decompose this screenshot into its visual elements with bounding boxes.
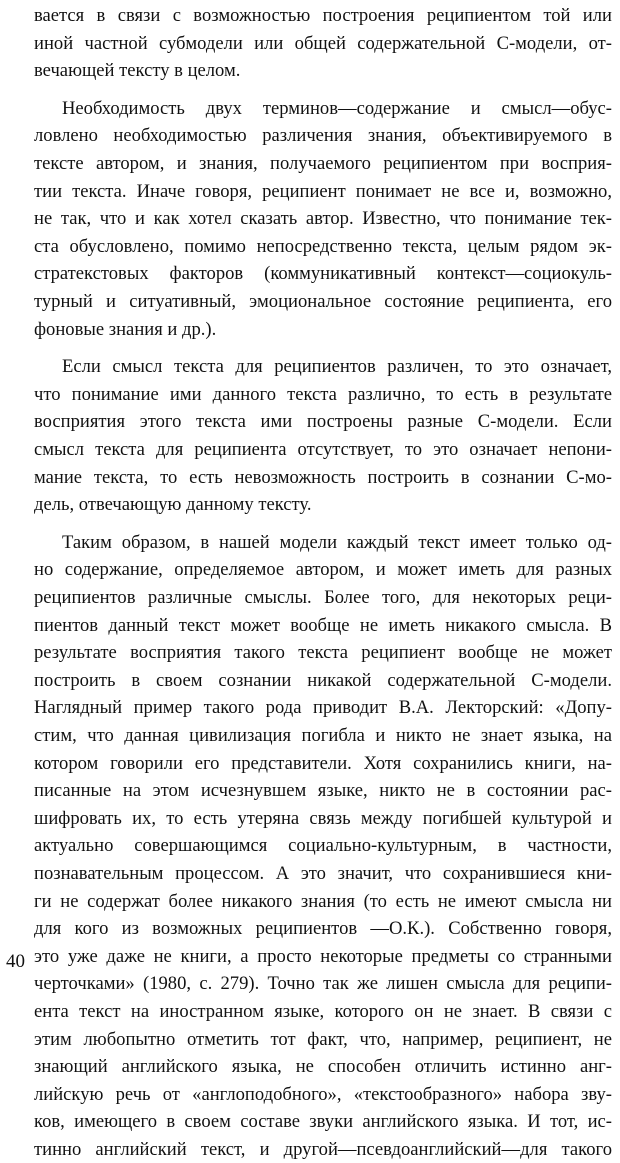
text-line: познавательным процессом. А это значит, что сохранившиеся кни- xyxy=(34,863,612,884)
text-line: для кого из возможных реципиентов —О.К.). Собственно говоря, xyxy=(34,918,612,940)
text-line: мание текста, то есть невозможность построить в сознании С-мо- xyxy=(34,466,612,488)
text-line: но содержание, определяемое автором, и может иметь для разных xyxy=(34,559,612,581)
text-line: смысл текста для реципиента отсутствует, то это означает непони- xyxy=(34,439,612,460)
text-line: актуально совершающимся социально-культурным, в частности, xyxy=(34,835,612,857)
text-line: тинно английский текст, и другой—псевдоанглийский—для такого xyxy=(34,1139,612,1160)
text-line: стим, что данная цивилизация погибла и никто не знает языка, на xyxy=(34,725,612,746)
text-line: вечающей тексту в целом. xyxy=(34,60,241,82)
text-line: Необходимость двух терминов—содержание и смысл—обус- xyxy=(62,97,612,119)
text-line: ков, имеющего в своем составе звуки английского языка. И тот, ис- xyxy=(34,1111,612,1133)
text-line: ента текст на иностранном языке, которого он не знает. В связи с xyxy=(34,1001,612,1022)
text-line: знающий английского языка, не способен отличить истинно анг- xyxy=(34,1056,612,1078)
page-number: 40 xyxy=(6,951,25,972)
text-line: результате восприятия такого текста реципиент вообще не может xyxy=(34,642,612,664)
text-line: котором говорили его представители. Хотя сохранились книги, на- xyxy=(34,752,612,774)
text-line: вается в связи с возможностью построения реципиентом той или xyxy=(34,5,612,26)
text-line: турный и ситуативный, эмоциональное состояние реципиента, его xyxy=(34,291,612,312)
text-line: тии текста. Иначе говоря, реципиент понимает не все и, возможно, xyxy=(34,180,612,202)
text-line: восприятия этого текста ими построены разные С-модели. Если xyxy=(34,411,612,433)
text-line: ги не содержат более никакого знания (то есть не имеют смысла ни xyxy=(34,890,612,912)
text-line: это уже даже не книги, а просто некоторые предметы со странными xyxy=(34,945,612,967)
text-line: не так, что и как хотел сказать автор. Известно, что понимание тек- xyxy=(34,208,612,230)
text-line: дель, отвечающую данному тексту. xyxy=(34,494,312,516)
text-line: писанные на этом исчезнувшем языке, никто не в состоянии рас- xyxy=(34,780,612,802)
text-line: реципиентов различные смыслы. Более того, для некоторых реци- xyxy=(34,587,612,608)
text-line: тексте автором, и знания, получаемого реципиентом при восприя- xyxy=(34,153,612,174)
text-line: стратекстовых факторов (коммуникативный контекст—социокуль- xyxy=(34,263,612,285)
text-line: Если смысл текста для реципиентов различен, то это означает, xyxy=(62,356,612,378)
text-line: лийскую речь от «англоподобного», «текстообразного» набора зву- xyxy=(34,1083,612,1105)
text-line: пиентов данный текст может вообще не иметь никакого смысла. В xyxy=(34,614,612,636)
text-line: ловлено необходимостью различения знания, объективируемого в xyxy=(34,125,612,147)
text-line: Таким образом, в нашей модели каждый текст имеет только од- xyxy=(62,531,612,553)
text-line: фоновые знания и др.). xyxy=(34,318,217,340)
text-line: что понимание ими данного текста различно, то есть в результате xyxy=(34,383,612,405)
text-line: Наглядный пример такого рода приводит В.А. Лекторский: «Допу- xyxy=(34,697,612,719)
text-line: этим любопытно отметить тот факт, что, например, реципиент, не xyxy=(34,1028,612,1050)
text-line: шифровать их, то есть утеряна связь между погибшей культурой и xyxy=(34,807,612,829)
text-line: черточками» (1980, с. 279). Точно так же лишен смысла для реципи- xyxy=(34,973,612,995)
text-line: иной частной субмодели или общей содержательной С-модели, от- xyxy=(34,32,612,54)
text-line: построить в своем сознании никакой содержательной С-модели. xyxy=(34,669,612,691)
text-line: ста обусловлено, помимо непосредственно текста, целым рядом эк- xyxy=(34,235,612,257)
